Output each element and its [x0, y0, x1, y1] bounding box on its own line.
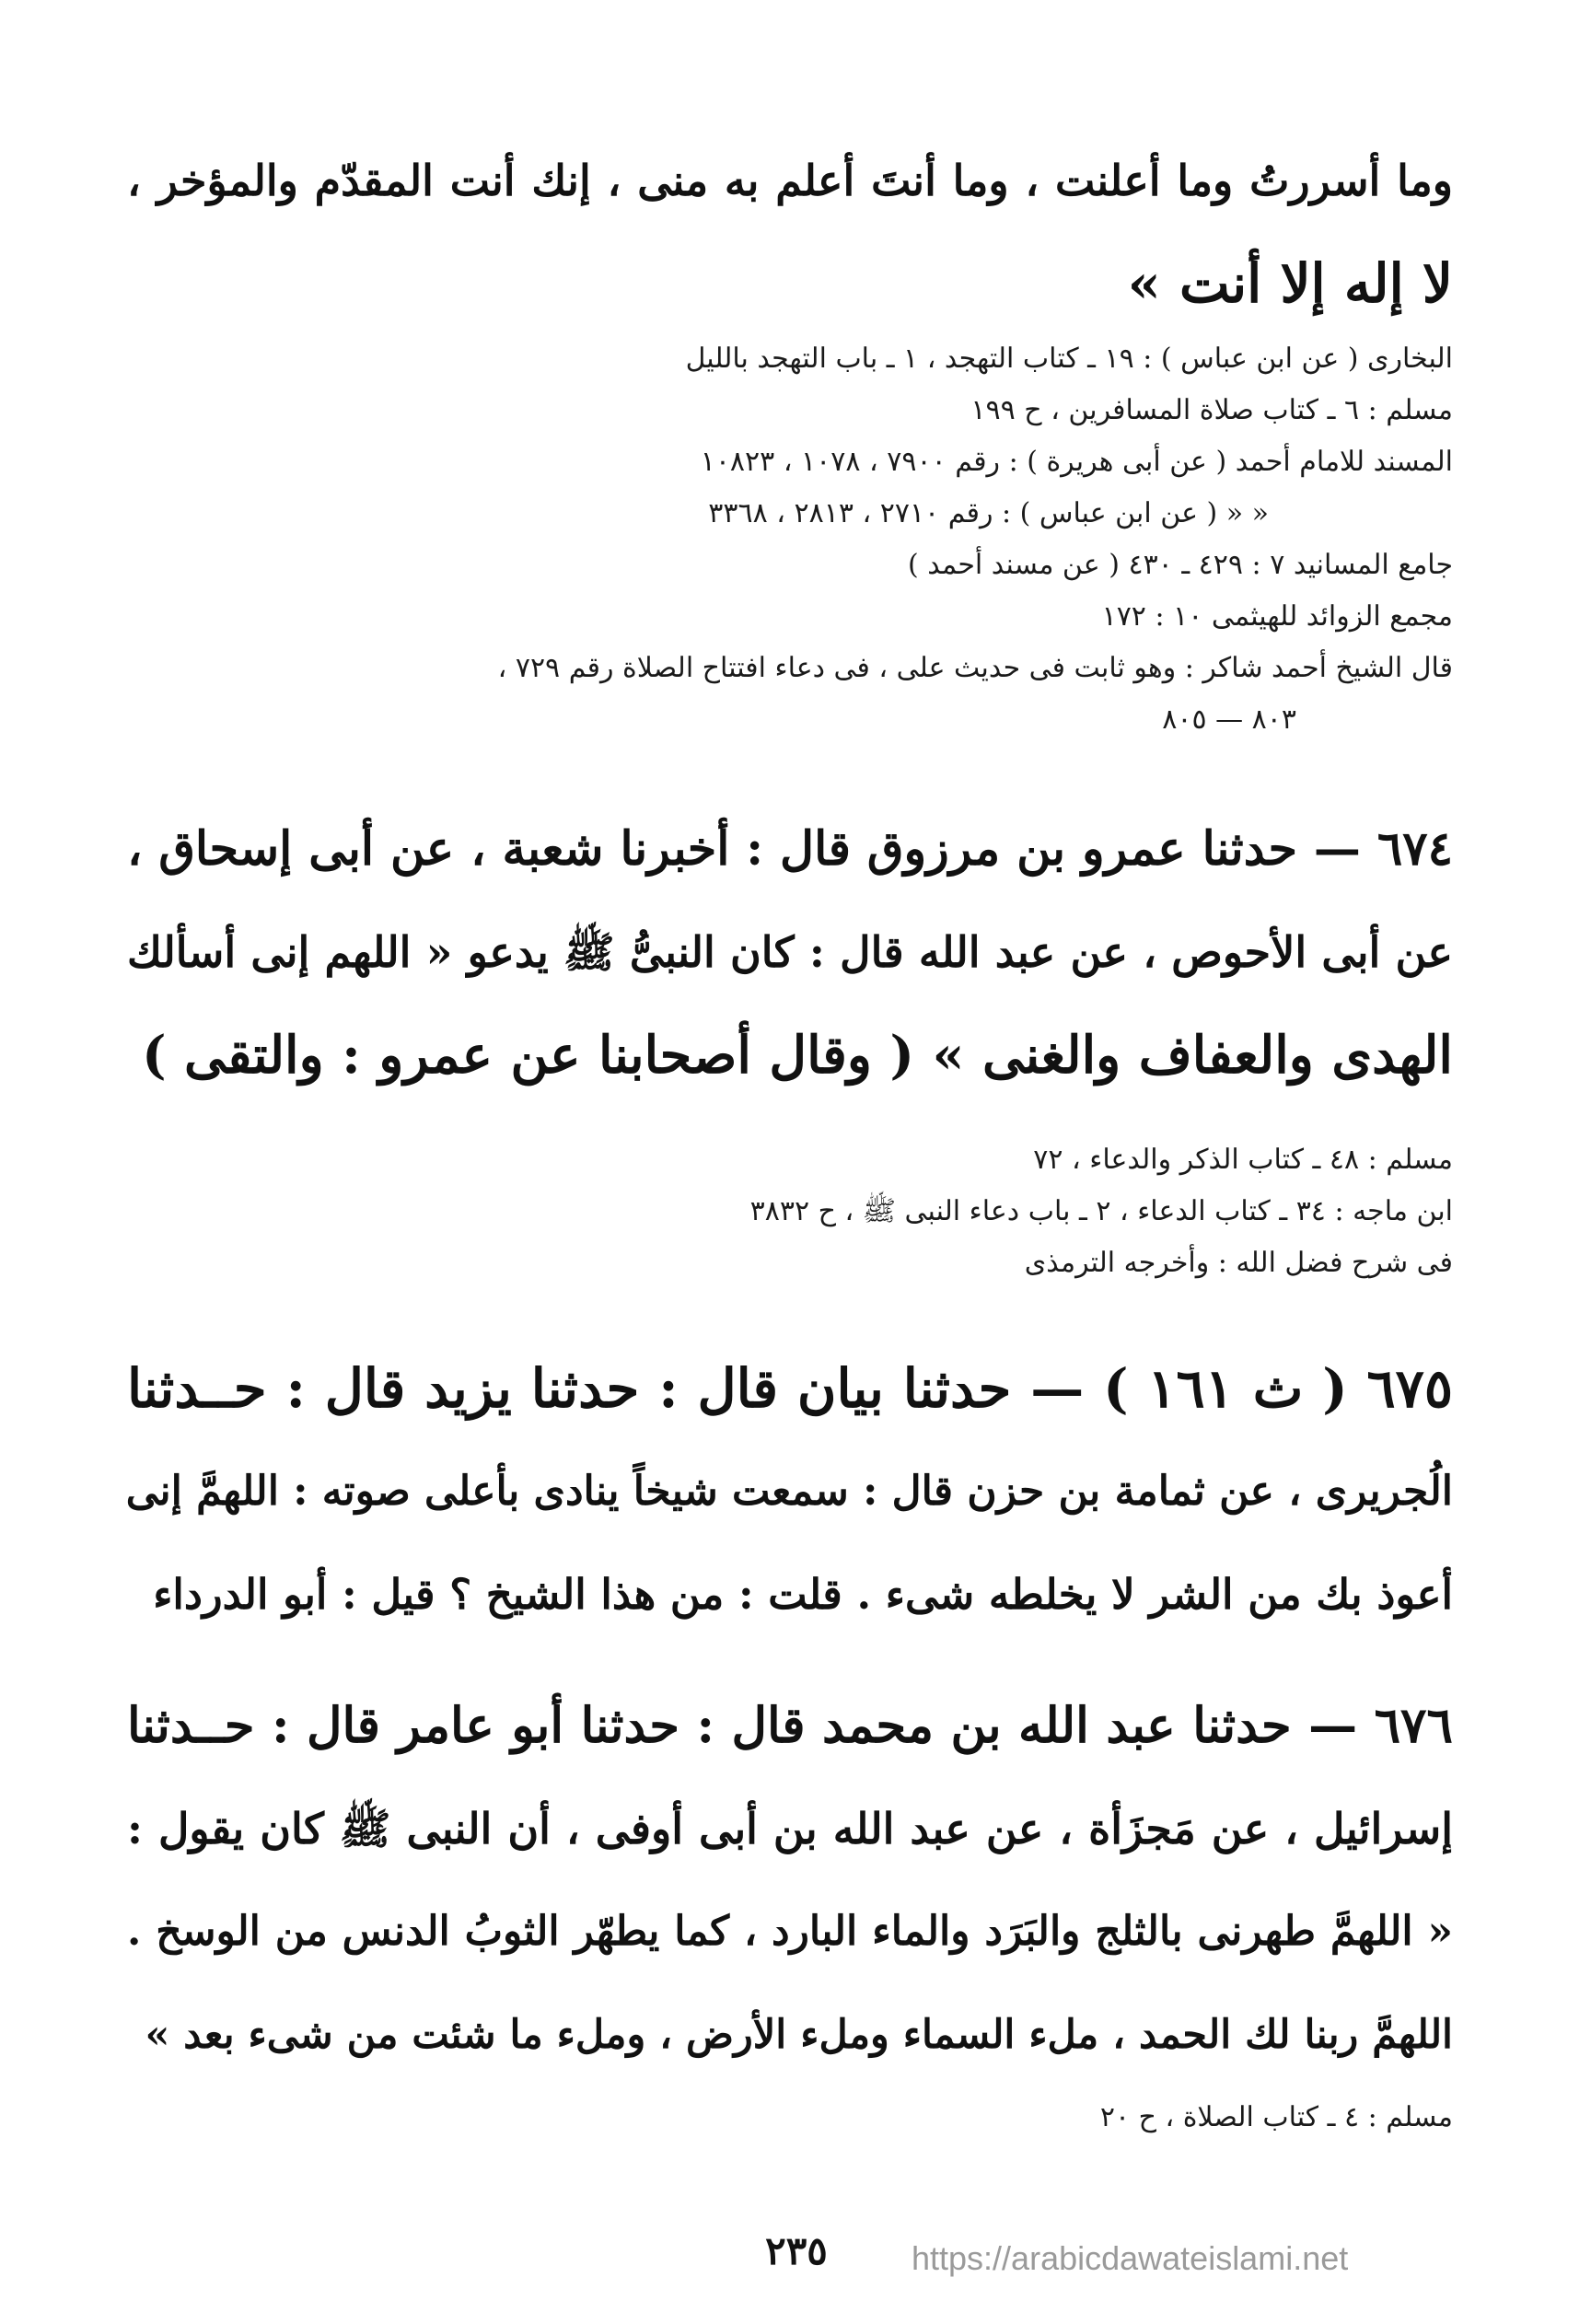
hadith-line: لا إله إلا أنت » — [1127, 252, 1453, 315]
reference-line: المسند للامام أحمد ( عن أبى هريرة ) : رقم ٧٩٠٠ ، ١٠٧٨ ، ١٠٨٢٣ — [700, 446, 1453, 478]
hadith-prev-text — [127, 129, 1453, 335]
hadith-line: ٦٧٤ — حدثنا عمرو بن مرزوق قال : أخبرنا شعبة ، عن أبى إسحاق ، — [127, 821, 1453, 877]
hadith-676-text — [127, 1674, 1453, 2086]
reference-line: جامع المسانيد ٧ : ٤٢٩ ـ ٤٣٠ ( عن مسند أحمد ) — [908, 549, 1453, 581]
hadith-line: ٦٧٥ ( ث ١٦١ ) — حدثنا بيان قال : حدثنا يزيد قال : حــدثنا — [127, 1357, 1453, 1420]
reference-line: فى شرح فضل الله : وأخرجه الترمذى — [1024, 1247, 1453, 1279]
hadith-674-references — [127, 1134, 1453, 1289]
hadith-line: عن أبى الأحوص ، عن عبد الله قال : كان النبىُّ ﷺ يدعو « اللهم إنى أسألك — [127, 927, 1453, 977]
hadith-line: الهدى والعفاف والغنى » ( وقال أصحابنا عن عمرو : والتقى ) — [142, 1025, 1453, 1086]
reference-line: مجمع الزوائد للهيثمى ١٠ : ١٧٢ — [1101, 600, 1453, 633]
hadith-line: الُجريرى ، عن ثمامة بن حزن قال : سمعت شيخاً ينادى بأعلى صوته : اللهمَّ إنى — [125, 1468, 1453, 1515]
reference-line: مسلم : ٦ ـ كتاب صلاة المسافرين ، ح ١٩٩ — [970, 394, 1453, 426]
hadith-line: وما أسررتُ وما أعلنت ، وما أنتَ أعلم به منى ، إنك أنت المقدّم والمؤخر ، — [127, 156, 1453, 205]
hadith-675-text — [127, 1337, 1453, 1646]
hadith-prev-references — [127, 333, 1453, 746]
hadith-676-references — [127, 2092, 1453, 2144]
reference-line: البخارى ( عن ابن عباس ) : ١٩ ـ كتاب التهجد ، ١ ـ باب التهجد بالليل — [685, 343, 1453, 375]
reference-line: ٨٠٣ — ٨٠٥ — [1162, 703, 1296, 736]
page-number: ٢٣٥ — [765, 2228, 828, 2273]
reference-line: ابن ماجه : ٣٤ ـ كتاب الدعاء ، ٢ ـ باب دعاء النبى ﷺ ، ح ٣٨٣٢ — [749, 1195, 1453, 1227]
hadith-line: اللهمَّ ربنا لك الحمد ، ملء السماء وملء الأرض ، وملء ما شئت من شىء بعد » — [145, 2012, 1453, 2058]
hadith-line: إسرائيل ، عن مَجزَأة ، عن عبد الله بن أبى أوفى ، أن النبى ﷺ كان يقول : — [127, 1804, 1453, 1853]
watermark-url: https://arabicdawateislami.net — [912, 2239, 1349, 2277]
reference-line: مسلم : ٤٨ ـ كتاب الذكر والدعاء ، ٧٢ — [1033, 1144, 1453, 1176]
hadith-line: « اللهمَّ طهرنى بالثلج والبَرَد والماء البارد ، كما يطهّر الثوبُ الدنس من الوسخ . — [127, 1908, 1453, 1955]
hadith-line: ٦٧٦ — حدثنا عبد الله بن محمد قال : حدثنا أبو عامر قال : حــدثنا — [126, 1697, 1453, 1754]
reference-line: قال الشيخ أحمد شاكر : وهو ثابت فى حديث على ، فى دعاء افتتاح الصلاة رقم ٧٢٩ ، — [497, 652, 1453, 684]
hadith-674-text — [127, 797, 1453, 1107]
reference-line: « « ( عن ابن عباس ) : رقم ٢٧١٠ ، ٢٨١٣ ، ٣٣٦٨ — [708, 497, 1269, 529]
hadith-line: أعوذ بك من الشر لا يخلطه شىء . قلت : من هذا الشيخ ؟ قيل : أبو الدرداء — [153, 1570, 1453, 1619]
reference-line: مسلم : ٤ ـ كتاب الصلاة ، ح ٢٠ — [1099, 2101, 1453, 2133]
